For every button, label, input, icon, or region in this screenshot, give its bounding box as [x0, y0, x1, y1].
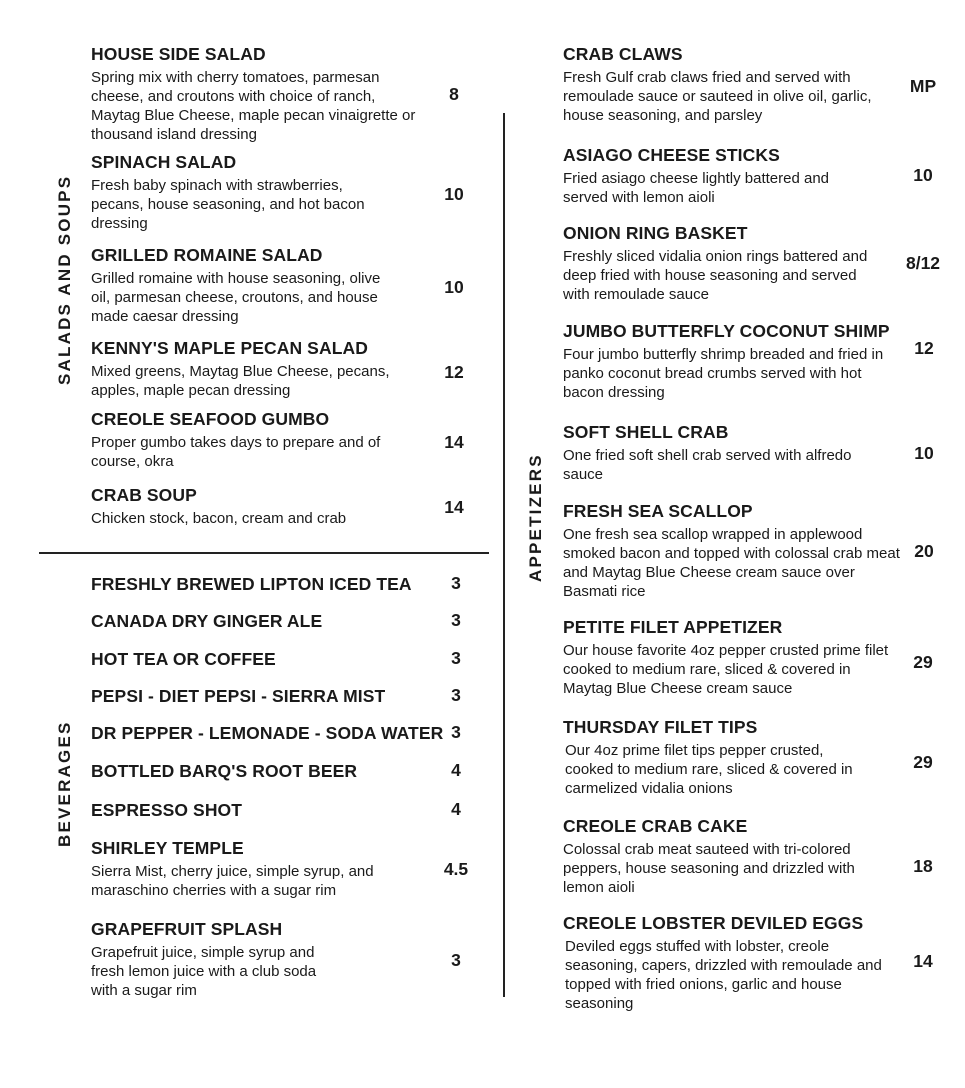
- item-price: 29: [913, 652, 933, 672]
- item-price: 10: [444, 184, 464, 204]
- menu-item-coconut-shrimp: [563, 320, 903, 402]
- item-name: CREOLE SEAFOOD GUMBO: [91, 409, 330, 429]
- menu-item-kennys-maple-pecan-salad: [91, 337, 411, 400]
- item-description: Our house favorite 4oz pepper crusted prime filet cooked to medium rare, sliced & covered in Maytag Blue Cheese cream sauce: [563, 642, 889, 697]
- item-name: PEPSI - DIET PEPSI - SIERRA MIST: [91, 686, 386, 706]
- item-price: 12: [914, 338, 934, 358]
- item-name: GRAPEFRUIT SPLASH: [91, 919, 283, 939]
- menu-item-crab-claws: [563, 43, 878, 125]
- item-price: 18: [913, 856, 933, 876]
- item-price: 4: [451, 799, 461, 819]
- item-description: Freshly sliced vidalia onion rings battered and deep fried with house seasoning and served with remoulade sauce: [563, 248, 868, 303]
- item-name: CREOLE CRAB CAKE: [563, 816, 748, 836]
- item-description: Grilled romaine with house seasoning, olive oil, parmesan cheese, croutons, and house made caesar dressing: [91, 270, 381, 325]
- item-name: SPINACH SALAD: [91, 152, 237, 172]
- menu-item-thursday-filet-tips: [563, 716, 863, 798]
- item-price: 10: [914, 443, 934, 463]
- salads-and-soups-heading: SALADS AND SOUPS: [55, 174, 74, 385]
- item-price: MP: [909, 76, 937, 96]
- item-description: Chicken stock, bacon, cream and crab: [91, 510, 347, 527]
- item-description: Colossal crab meat sauteed with tri-colored peppers, house seasoning and drizzled with lemon aioli: [563, 841, 855, 896]
- item-name: ONION RING BASKET: [563, 223, 748, 243]
- menu-item-grapefruit-splash: [91, 918, 341, 1000]
- item-price: 3: [451, 722, 461, 742]
- item-description: Fresh Gulf crab claws fried and served with remoulade sauce or sauteed in olive oil, garlic, house seasoning, and parsley: [563, 69, 872, 124]
- item-description: Fresh baby spinach with strawberries, pecans, house seasoning, and hot bacon dressing: [91, 177, 365, 232]
- item-price: 3: [451, 610, 461, 630]
- menu-item-house-side-salad: [91, 43, 416, 144]
- item-description: Spring mix with cherry tomatoes, parmesan cheese, and croutons with choice of ranch, Maytag Blue Cheese, maple pecan vinaigrette or thousand island dressing: [91, 69, 416, 143]
- item-name: ASIAGO CHEESE STICKS: [563, 145, 780, 165]
- item-name: PETITE FILET APPETIZER: [563, 617, 783, 637]
- item-name: CREOLE LOBSTER DEVILED EGGS: [563, 913, 864, 933]
- item-name: BOTTLED BARQ'S ROOT BEER: [91, 761, 358, 781]
- item-name: DR PEPPER - LEMONADE - SODA WATER: [91, 723, 444, 743]
- item-name: KENNY'S MAPLE PECAN SALAD: [91, 338, 368, 358]
- item-name: ESPRESSO SHOT: [91, 800, 243, 820]
- item-description: Deviled eggs stuffed with lobster, creole seasoning, capers, drizzled with remoulade and topped with fried onions, garlic and house seasoning: [565, 938, 882, 1012]
- item-description: Fried asiago cheese lightly battered and served with lemon aioli: [563, 170, 830, 206]
- item-name: GRILLED ROMAINE SALAD: [91, 245, 323, 265]
- item-name: CRAB SOUP: [91, 485, 197, 505]
- item-price: 3: [451, 648, 461, 668]
- item-description: Sierra Mist, cherry juice, simple syrup, and maraschino cherries with a sugar rim: [91, 863, 374, 899]
- item-price: 3: [451, 573, 461, 593]
- item-name: HOT TEA OR COFFEE: [91, 649, 276, 669]
- menu-item-dr-pepper: [91, 722, 443, 744]
- menu-item-espresso-shot: [91, 799, 242, 821]
- item-description: Grapefruit juice, simple syrup and fresh lemon juice with a club soda with a sugar rim: [91, 944, 317, 999]
- menu-item-ginger-ale: [91, 610, 322, 632]
- menu-item-soft-shell-crab: [563, 421, 883, 484]
- item-price: 14: [913, 951, 933, 971]
- menu-item-hot-tea-coffee: [91, 648, 276, 670]
- item-price: 4.5: [443, 859, 469, 879]
- section-divider: [39, 552, 489, 554]
- item-name: HOUSE SIDE SALAD: [91, 44, 266, 64]
- menu-item-lobster-deviled-eggs: [563, 912, 883, 1013]
- item-price: 14: [444, 497, 464, 517]
- menu-item-pepsi: [91, 685, 385, 707]
- item-price: 20: [914, 541, 934, 561]
- menu-item-shirley-temple: [91, 837, 401, 900]
- item-price: 8: [449, 84, 459, 104]
- item-description: Four jumbo butterfly shrimp breaded and fried in panko coconut bread crumbs served with hot bacon dressing: [563, 346, 884, 401]
- item-price: 12: [444, 362, 464, 382]
- menu-item-root-beer: [91, 760, 357, 782]
- menu-item-onion-ring-basket: [563, 222, 868, 304]
- menu-item-spinach-salad: [91, 151, 396, 233]
- item-price: 8/12: [905, 253, 941, 273]
- menu-item-petite-filet-appetizer: [563, 616, 893, 698]
- item-price: 10: [913, 165, 933, 185]
- item-description: Mixed greens, Maytag Blue Cheese, pecans, apples, maple pecan dressing: [91, 363, 390, 399]
- menu-item-crab-soup: [91, 484, 411, 528]
- item-name: SOFT SHELL CRAB: [563, 422, 729, 442]
- item-price: 10: [444, 277, 464, 297]
- item-description: Our 4oz prime filet tips pepper crusted, cooked to medium rare, sliced & covered in carmelized vidalia onions: [565, 742, 853, 797]
- item-price: 14: [444, 432, 464, 452]
- item-price: 29: [913, 752, 933, 772]
- menu-item-fresh-sea-scallop: [563, 500, 913, 601]
- item-description: Proper gumbo takes days to prepare and of course, okra: [91, 434, 381, 470]
- menu-item-iced-tea: [91, 573, 412, 595]
- menu-item-grilled-romaine-salad: [91, 244, 401, 326]
- item-name: FRESHLY BREWED LIPTON ICED TEA: [91, 574, 412, 594]
- item-name: CRAB CLAWS: [563, 44, 683, 64]
- item-name: CANADA DRY GINGER ALE: [91, 611, 323, 631]
- item-price: 3: [451, 685, 461, 705]
- menu-item-creole-crab-cake: [563, 815, 883, 897]
- beverages-heading: BEVERAGES: [55, 720, 74, 847]
- item-price: 4: [451, 760, 461, 780]
- menu-item-creole-seafood-gumbo: [91, 408, 411, 471]
- item-name: FRESH SEA SCALLOP: [563, 501, 753, 521]
- item-name: THURSDAY FILET TIPS: [563, 717, 758, 737]
- item-price: 3: [451, 950, 461, 970]
- item-description: One fresh sea scallop wrapped in applewood smoked bacon and topped with colossal crab meat and Maytag Blue Cheese cream sauce over Basmati rice: [563, 526, 900, 600]
- item-description: One fried soft shell crab served with alfredo sauce: [563, 447, 852, 483]
- item-name: SHIRLEY TEMPLE: [91, 838, 244, 858]
- menu-item-asiago-cheese-sticks: [563, 144, 863, 207]
- item-name: JUMBO BUTTERFLY COCONUT SHIMP: [563, 321, 890, 341]
- column-divider: [503, 113, 505, 997]
- appetizers-heading: APPETIZERS: [526, 453, 545, 582]
